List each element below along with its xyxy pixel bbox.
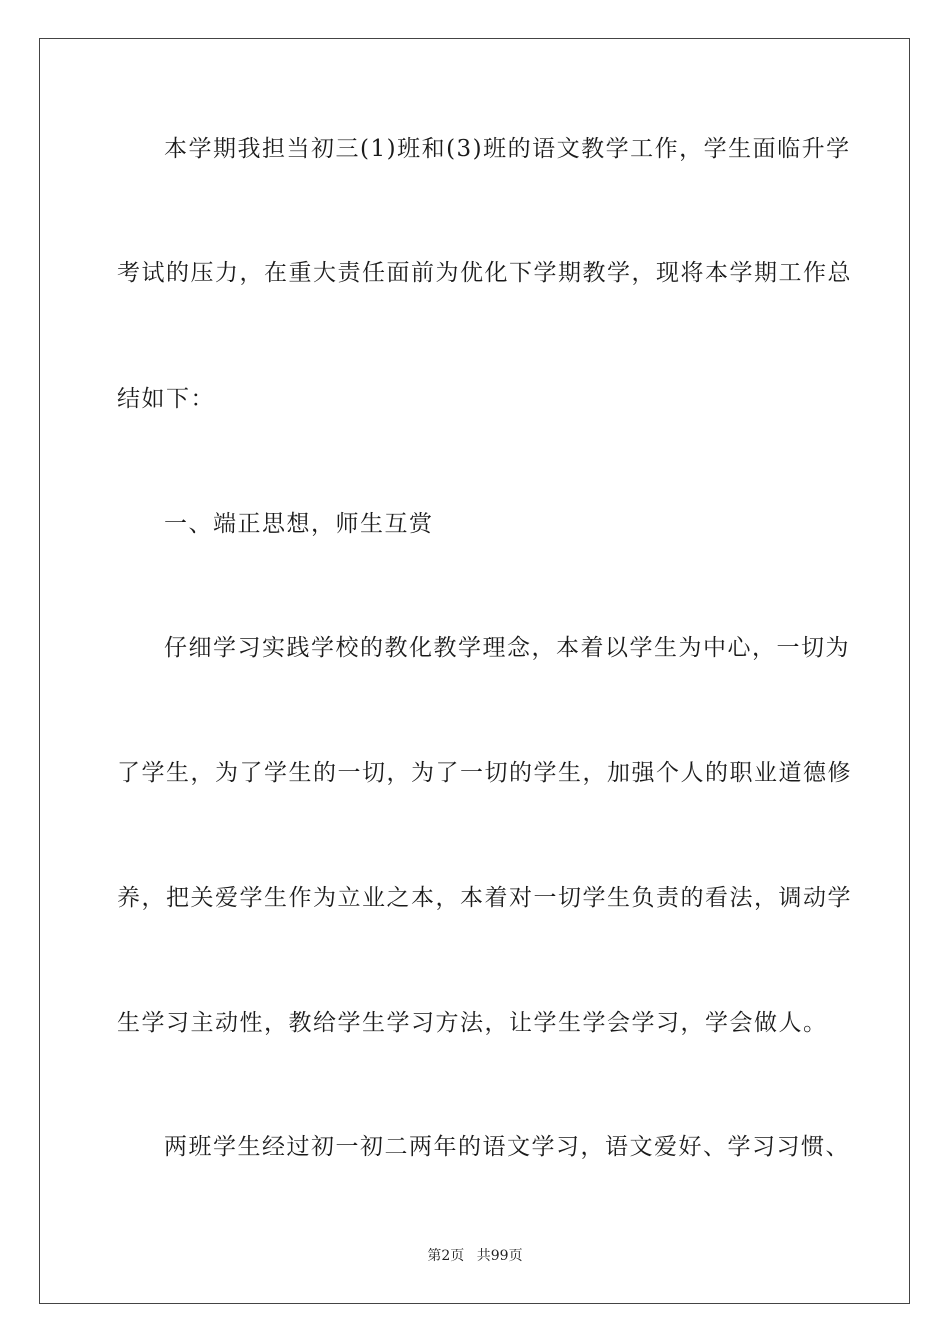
- text-line: 考试的压力，在重大责任面前为优化下学期教学，现将本学期工作总: [117, 260, 852, 286]
- page-footer: [0, 1247, 950, 1265]
- page-border: [39, 38, 910, 1304]
- page-total: 共99页: [476, 1248, 523, 1264]
- text-line: 生学习主动性，教给学生学习方法，让学生学会学习，学会做人。: [117, 1010, 828, 1036]
- text-line: 结如下：: [117, 386, 215, 412]
- text-line: 了学生，为了学生的一切，为了一切的学生，加强个人的职业道德修: [117, 760, 852, 786]
- section-heading: 一、端正思想，师生互赏: [164, 511, 434, 537]
- text-line: 养，把关爱学生作为立业之本，本着对一切学生负责的看法，调动学: [117, 885, 852, 911]
- page-number: 第2页: [427, 1248, 465, 1264]
- text-line: 仔细学习实践学校的教化教学理念，本着以学生为中心，一切为: [164, 635, 850, 661]
- text-line: 本学期我担当初三(1)班和(3)班的语文教学工作，学生面临升学: [164, 136, 851, 162]
- text-line: 两班学生经过初一初二两年的语文学习，语文爱好、学习习惯、: [164, 1134, 850, 1160]
